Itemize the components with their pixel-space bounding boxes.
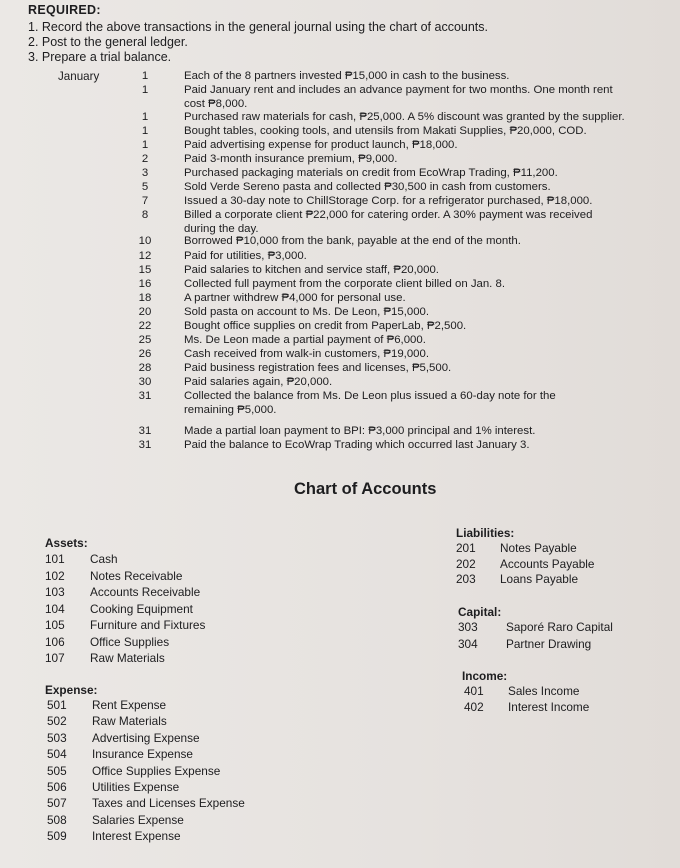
transaction-day: 2 [141,153,149,165]
account-code: 501 [47,698,67,712]
required-title: REQUIRED: [28,3,101,17]
account-name: Notes Receivable [90,568,183,583]
account-name: Advertising Expense [92,730,200,745]
account-code: 505 [47,763,67,778]
account-name: Taxes and Licenses Expense [92,796,245,811]
account-name: Salaries Expense [92,812,184,827]
transaction-description: Bought tables, cooking tools, and utensils from Makati Supplies, ₱20,000, COD. [184,125,587,137]
account-name: Raw Materials [92,714,167,729]
transaction-day: 1 [141,70,149,82]
account-code: 103 [45,585,65,599]
assets-heading: Assets: [45,536,88,550]
transaction-description: Bought office supplies on credit from PaperLab, ₱2,500. [184,320,467,332]
transaction-day: 25 [138,334,152,346]
transaction-description: during the day. [184,223,259,235]
account-code: 202 [456,556,476,571]
transaction-description: Collected the balance from Ms. De Leon plus issued a 60-day note for the [184,390,556,402]
transaction-description: cost ₱8,000. [184,98,248,110]
transaction-day: 26 [138,348,152,360]
transaction-day: 31 [138,439,152,451]
required-item: 3. Prepare a trial balance. [28,50,172,64]
account-code: 304 [458,636,478,651]
account-name: Cash [90,552,118,566]
transaction-day: 1 [141,84,149,96]
transactions-month: January [58,70,100,83]
income-heading: Income: [462,669,508,683]
account-name: Rent Expense [92,698,167,712]
transaction-description: Purchased raw materials for cash, ₱25,000. A 5% discount was granted by the supplier. [184,111,625,123]
transaction-description: Ms. De Leon made a partial payment of ₱6,000. [184,334,426,346]
account-name: Interest Expense [92,829,181,844]
account-name: Notes Payable [500,541,577,555]
transaction-description: Cash received from walk-in customers, ₱19,000. [184,348,429,360]
account-name: Accounts Payable [500,556,595,571]
transaction-description: Made a partial loan payment to BPI: ₱3,000 principal and 1% interest. [184,425,536,437]
transaction-description: Paid January rent and includes an advance payment for two months. One month rent [184,84,613,96]
account-code: 105 [45,618,65,632]
transaction-day: 1 [141,139,149,151]
transaction-day: 28 [138,362,152,374]
transaction-day: 1 [141,125,149,137]
transaction-day: 10 [138,235,152,247]
transaction-description: Collected full payment from the corporate client billed on Jan. 8. [184,278,506,290]
account-code: 201 [456,541,476,555]
transaction-description: Paid for utilities, ₱3,000. [184,250,307,262]
account-code: 508 [47,812,67,827]
account-code: 401 [464,684,484,698]
transaction-description: Paid salaries to kitchen and service staff, ₱20,000. [184,264,439,276]
transaction-description: Sold Verde Sereno pasta and collected ₱30,500 in cash from customers. [184,181,551,193]
account-name: Raw Materials [90,651,165,665]
account-code: 303 [458,620,478,634]
account-name: Office Supplies [90,634,170,649]
account-code: 106 [45,634,65,649]
transaction-day: 1 [141,111,149,123]
account-code: 402 [464,700,484,714]
transaction-day: 12 [138,250,152,262]
transaction-day: 18 [138,292,152,304]
account-name: Interest Income [508,700,590,714]
account-code: 509 [47,829,67,844]
account-name: Partner Drawing [506,636,592,651]
transaction-description: Paid 3-month insurance premium, ₱9,000. [184,153,398,165]
account-name: Utilities Expense [92,780,180,794]
transaction-description: Sold pasta on account to Ms. De Leon, ₱15,000. [184,306,430,318]
transaction-description: remaining ₱5,000. [184,404,277,416]
transaction-day: 31 [138,425,152,437]
transaction-day: 31 [138,390,152,402]
transaction-day: 16 [138,278,152,290]
account-code: 503 [47,730,67,745]
transaction-description: Each of the 8 partners invested ₱15,000 in cash to the business. [184,70,510,82]
account-name: Accounts Receivable [90,585,201,599]
account-code: 107 [45,651,65,665]
transaction-day: 20 [138,306,152,318]
account-name: Sales Income [508,684,580,698]
account-code: 102 [45,568,65,583]
account-name: Saporé Raro Capital [506,620,613,634]
transaction-day: 5 [141,181,149,193]
transaction-day: 15 [138,264,152,276]
liabilities-heading: Liabilities: [456,526,515,540]
transaction-day: 30 [138,376,152,388]
required-item: 1. Record the above transactions in the general journal using the chart of accounts. [28,20,489,34]
account-code: 101 [45,552,65,566]
account-code: 504 [47,747,67,762]
account-code: 502 [47,714,67,729]
transaction-description: Paid business registration fees and licenses, ₱5,500. [184,362,452,374]
required-section [28,3,488,65]
account-code: 507 [47,796,67,811]
transaction-description: Borrowed ₱10,000 from the bank, payable at the end of the month. [184,235,521,247]
account-name: Office Supplies Expense [92,763,221,778]
transaction-day: 22 [138,320,152,332]
capital-heading: Capital: [458,605,502,619]
transaction-day: 8 [141,209,149,221]
account-code: 203 [456,572,476,586]
required-item: 2. Post to the general ledger. [28,35,188,49]
account-name: Cooking Equipment [90,601,193,616]
transaction-description: Purchased packaging materials on credit from EcoWrap Trading, ₱11,200. [184,167,558,179]
transaction-description: Paid advertising expense for product launch, ₱18,000. [184,139,458,151]
account-name: Insurance Expense [92,747,193,762]
account-name: Furniture and Fixtures [90,618,206,632]
transaction-description: Paid the balance to EcoWrap Trading which occurred last January 3. [184,439,530,451]
chart-of-accounts-title: Chart of Accounts [294,480,437,498]
transaction-description: A partner withdrew ₱4,000 for personal use. [184,292,406,304]
transaction-description: Billed a corporate client ₱22,000 for catering order. A 30% payment was received [184,209,593,221]
account-code: 104 [45,601,65,616]
transaction-day: 3 [141,167,149,179]
expense-heading: Expense: [45,683,98,697]
transaction-description: Paid salaries again, ₱20,000. [184,376,333,388]
account-code: 506 [47,780,67,794]
transaction-day: 7 [141,195,149,207]
account-name: Loans Payable [500,572,579,586]
transaction-description: Issued a 30-day note to ChillStorage Corp. for a refrigerator purchased, ₱18,000. [184,195,593,207]
